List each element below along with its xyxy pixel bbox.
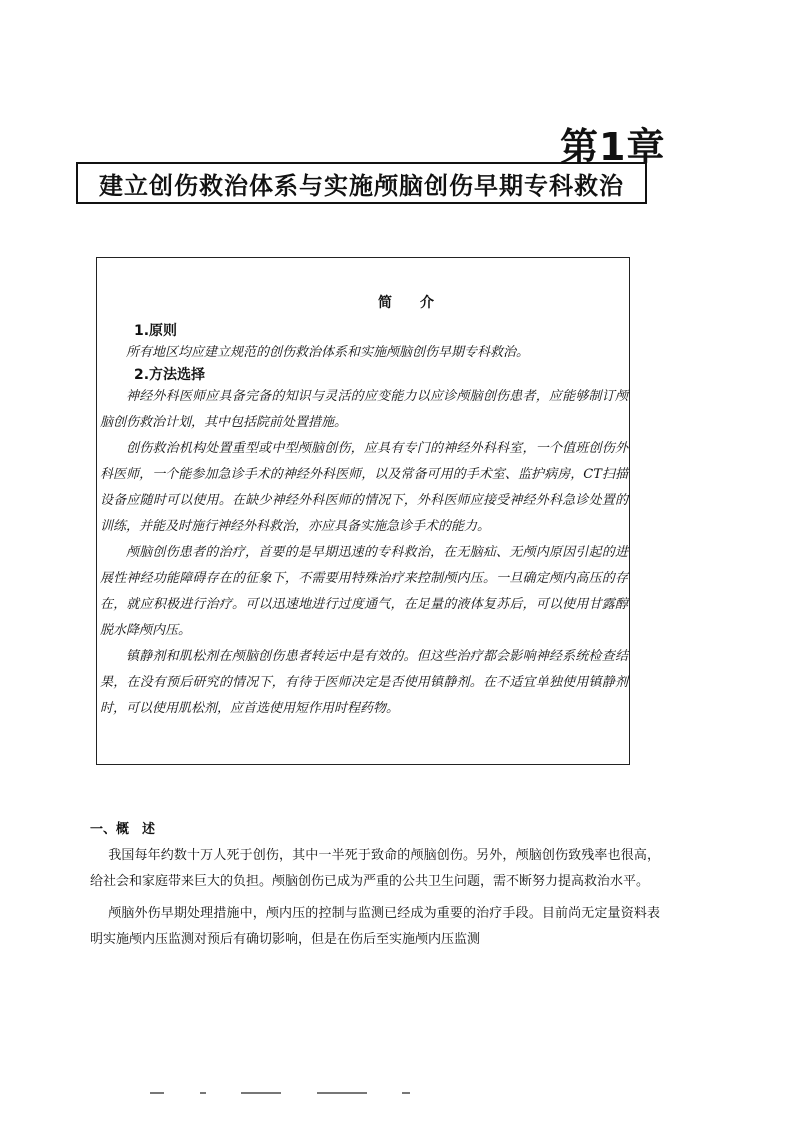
intro-heading bbox=[0, 292, 794, 312]
chapter-number: 第1章 bbox=[560, 125, 666, 169]
principle-text-block bbox=[100, 340, 628, 366]
method-paragraph-1: 神经外科医师应具备完备的知识与灵活的应变能力以应诊颅脑创伤患者，应能够制订颅脑创伤救治计划，其中包括院前处置措施。 bbox=[100, 389, 628, 430]
overview-paragraph-1: 我国每年约数十万人死于创伤，其中一半死于致命的颅脑创伤。另外，颅脑创伤致残率也很高，给社会和家庭带来巨大的负担。颅脑创伤已成为严重的公共卫生问题，需不断努力提高救治水平。 bbox=[90, 848, 660, 889]
intro-heading-left: 简 bbox=[378, 295, 392, 311]
scan-artifact-marks bbox=[150, 1090, 410, 1096]
overview-title: 一、概 述 bbox=[90, 822, 156, 837]
chapter-title: 建立创伤救治体系与实施颅脑创伤早期专科救治 bbox=[99, 171, 624, 200]
method-paragraph-4: 镇静剂和肌松剂在颅脑创伤患者转运中是有效的。但这些治疗都会影响神经系统检查结果，在没有预后研究的情况下，有待于医师决定是否使用镇静剂。在不适宜单独使用镇静剂时，可以使用肌松剂，应首选使用短作用时程药物。 bbox=[100, 649, 628, 716]
overview-body bbox=[90, 843, 660, 959]
intro-heading-right: 介 bbox=[420, 295, 434, 311]
principle-heading: 1.原则 bbox=[134, 323, 178, 339]
chapter-title-box bbox=[76, 162, 647, 204]
principle-text: 所有地区均应建立规范的创伤救治体系和实施颅脑创伤早期专科救治。 bbox=[126, 345, 530, 360]
method-heading: 2.方法选择 bbox=[134, 367, 206, 383]
method-paragraph-3: 颅脑创伤患者的治疗，首要的是早期迅速的专科救治，在无脑疝、无颅内原因引起的进展性神经功能障碍存在的征象下，不需要用特殊治疗来控制颅内压。一旦确定颅内高压的存在，就应积极进行治疗。可以迅速地进行过度通气，在足量的液体复苏后，可以使用甘露醇脱水降颅内压。 bbox=[100, 545, 628, 638]
method-paragraph-2: 创伤救治机构处置重型或中型颅脑创伤，应具有专门的神经外科科室，一个值班创伤外科医师，一个能参加急诊手术的神经外科医师，以及常备可用的手术室、监护病房，CT扫描设备应随时可以使用。在缺少神经外科医师的情况下，外科医师应接受神经外科急诊处置的训练，并能及时施行神经外科救治，亦应具备实施急诊手术的能力。 bbox=[100, 441, 628, 534]
overview-paragraph-2: 颅脑外伤早期处理措施中，颅内压的控制与监测已经成为重要的治疗手段。目前尚无定量资料表明实施颅内压监测对预后有确切影响，但是在伤后至实施颅内压监测 bbox=[90, 906, 660, 947]
method-text-block bbox=[100, 384, 628, 722]
